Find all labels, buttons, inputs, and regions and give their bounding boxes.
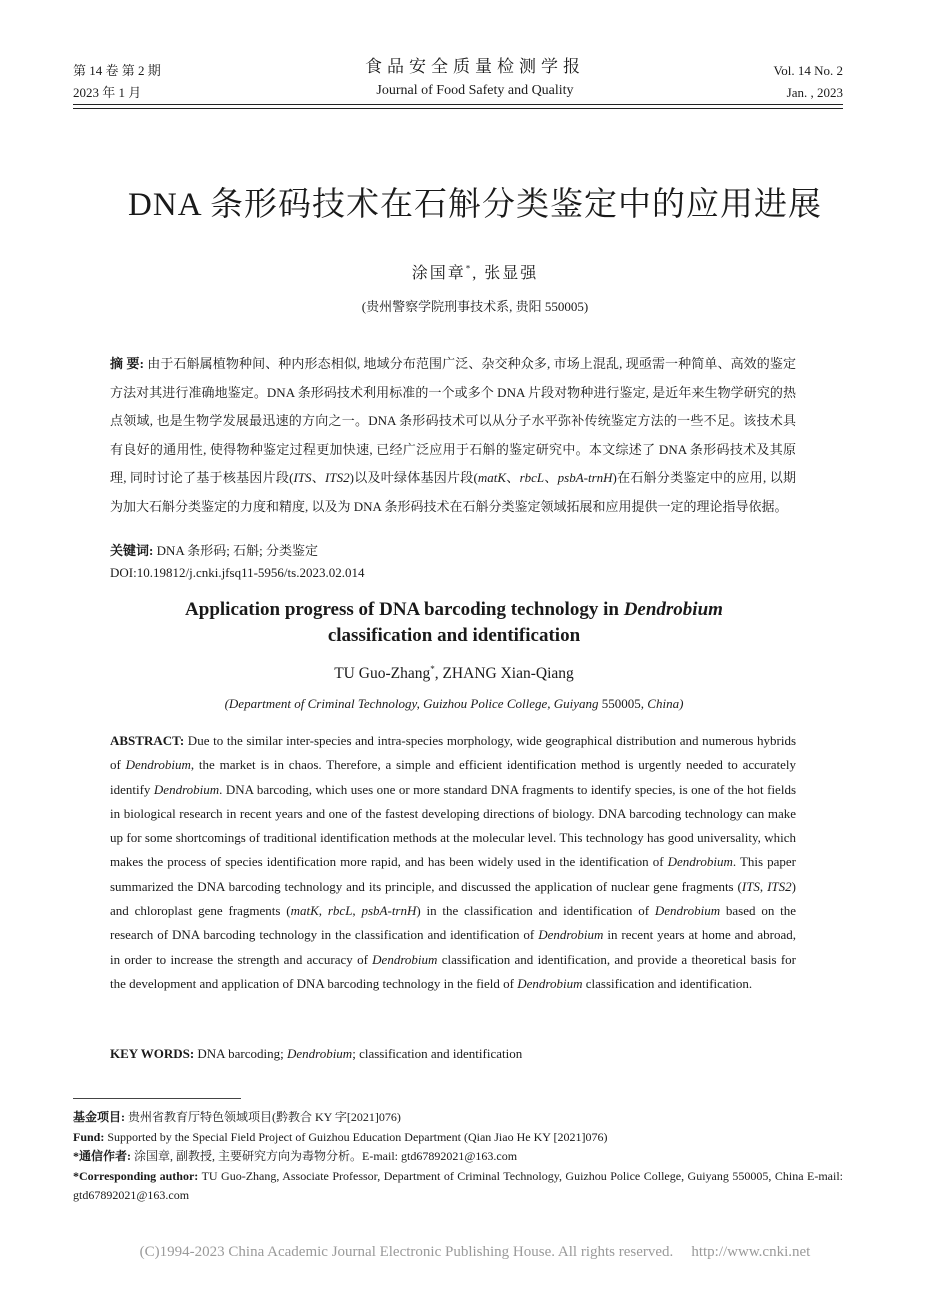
affiliation-cn: (贵州警察学院刑事技术系, 贵阳 550005) xyxy=(361,299,589,314)
doi[interactable]: DOI:10.19812/j.cnki.jfsq11-5956/ts.2023.02.014 xyxy=(110,565,365,580)
header-rule-thick xyxy=(73,104,843,105)
footnote-corr-en-text: TU Guo-Zhang, Associate Professor, Department of Criminal Technology, Guizhou Police College, Guiyang 550005, China E-mail: gtd67892021@163.com xyxy=(73,1168,844,1202)
abstract-en-text: based on the research of DNA barcoding technology in the classification and identification of xyxy=(110,903,797,943)
gene-matk: matK xyxy=(290,903,319,919)
header-volume-en-text: Vol. 14 No. 2 xyxy=(773,63,843,78)
keywords-cn xyxy=(110,541,796,561)
separator: , xyxy=(318,903,328,919)
separator: , xyxy=(759,878,768,894)
footnote-fund-en-label: Fund: xyxy=(73,1129,105,1144)
keywords-en-text: ; classification and identification xyxy=(352,1046,523,1061)
footnote-fund-cn-label: 基金项目: xyxy=(73,1110,125,1124)
genus-dendrobium: Dendrobium xyxy=(517,975,583,991)
abstract-en-text: classification and identification. xyxy=(582,975,753,991)
footnote-fund-cn xyxy=(73,1108,843,1128)
header-rule-thin xyxy=(73,108,843,109)
footnotes xyxy=(73,1108,843,1206)
keywords-en-text: DNA barcoding; xyxy=(194,1046,287,1061)
separator: 、 xyxy=(311,470,326,486)
abstract-en-label: ABSTRACT: xyxy=(110,733,185,748)
genus-dendrobium: Dendrobium xyxy=(125,757,191,773)
footnote-corr-en-label: *Corresponding author: xyxy=(73,1168,199,1183)
abstract-en-text: in recent years at home and abroad, in order to increase the strength and accuracy of xyxy=(110,927,796,967)
keywords-cn-text: DNA 条形码; 石斛; 分类鉴定 xyxy=(153,543,319,558)
journal-name-cn: 食品安全质量检测学报 xyxy=(365,57,585,76)
authors-cn xyxy=(0,262,950,286)
gene-rbcl: rbcL xyxy=(327,903,353,919)
footnote-rule xyxy=(73,1098,241,1099)
abstract-cn-text: 由于石斛属植物种间、种内形态相似, 地域分布范围广泛、杂交种众多, 市场上混乱, 现亟需一种简单、高效的鉴定方法对其进行准确地鉴定。DNA 条形码技术利用标准的一个或多个 DNA 片段对物种进行鉴定, 是近年来生物学研究的热点领域, 也是生物学发展最迅速的方向之一。DNA 条形码技术可以从分子水平弥补传统鉴定方法的一些不足。该技术具有良好的通用性, 使得物种鉴定过程更加快速, 已经广泛应用于石斛的鉴定研究中。本文综述了 DNA 条形码技术及其原理, 同时讨论了基于核基因片段( xyxy=(110,356,796,486)
gene-psba: psbA-trnH xyxy=(361,903,417,919)
footnote-fund-en xyxy=(73,1128,843,1148)
journal-name-en: Journal of Food Safety and Quality xyxy=(376,83,574,98)
abstract-cn-label: 摘 要: xyxy=(110,356,144,371)
authors-en xyxy=(0,663,908,685)
gene-matk: matK xyxy=(477,470,507,486)
genus-dendrobium: Dendrobium xyxy=(372,951,438,967)
abstract-en xyxy=(110,729,796,996)
abstract-cn xyxy=(110,350,796,522)
keywords-en-label: KEY WORDS: xyxy=(110,1046,195,1061)
header-date-cn: 2023 年 1 月 xyxy=(73,85,142,100)
genus-dendrobium: Dendrobium xyxy=(286,1046,353,1061)
affiliation-en-country: , China) xyxy=(640,696,684,711)
title-en-genus: Dendrobium xyxy=(623,599,723,620)
abstract-en-text: , the market is in chaos. Therefore, a simple and efficient identification method is urgently needed to accurately identify xyxy=(110,757,796,797)
gene-rbcl: rbcL xyxy=(519,470,545,486)
header-date-en: Jan. , 2023 xyxy=(786,85,843,100)
author-tu-en: TU Guo-Zhang xyxy=(334,665,431,682)
abstract-cn-text: )以及叶绿体基因片段( xyxy=(349,470,478,486)
header-volume-en xyxy=(774,60,843,104)
keywords-en xyxy=(110,1044,796,1064)
affiliation-en xyxy=(0,694,908,714)
paper-title-cn: DNA 条形码技术在石斛分类鉴定中的应用进展 xyxy=(128,187,822,223)
gene-its2: ITS2 xyxy=(767,878,792,894)
corresponding-mark-en: * xyxy=(430,663,435,674)
genus-dendrobium: Dendrobium xyxy=(153,781,220,797)
abstract-en-text: Due to the similar inter-species and intra-species morphology, wide geographical distribution and numerous hybrids of xyxy=(110,733,796,773)
footnote-fund-cn-text: 贵州省教育厅特色领域项目(黔教合 KY 字[2021]076) xyxy=(125,1110,401,1124)
copyright-text: (C)1994-2023 China Academic Journal Electronic Publishing House. All rights reserved. xyxy=(139,1244,674,1260)
author-zhang-en: , ZHANG Xian-Qiang xyxy=(434,665,574,682)
separator: 、 xyxy=(506,470,520,486)
title-en-part2: classification and identification xyxy=(327,625,581,646)
author-zhang-cn: , 张显强 xyxy=(472,265,539,282)
keywords-cn-label: 关键词: xyxy=(110,543,154,558)
abstract-en-text: . This paper summarized the DNA barcoding technology and its principle, and discussed the application of nuclear gene fragments ( xyxy=(110,854,796,894)
paper-title-en xyxy=(0,597,908,649)
genus-dendrobium: Dendrobium xyxy=(654,903,721,919)
corresponding-mark-cn: * xyxy=(465,263,473,274)
footnote-corr-cn-text: 涂国章, 副教授, 主要研究方向为毒物分析。E-mail: gtd67892021@163.com xyxy=(131,1149,518,1163)
gene-psba: psbA-trnH xyxy=(557,470,613,486)
footnote-corr-en xyxy=(73,1167,843,1206)
abstract-en-text: . DNA barcoding, which uses one or more standard DNA fragments to identify species, is one of the hot fields in biological research in recent years and one of the fastest developing directions of biology. DNA barcoding technology can make up for some shortcomings of traditional identification methods at the molecular level. This technology has good universality, which makes the process of species identification more rapid, and has been widely used in the identification of xyxy=(110,781,796,870)
cnki-watermark xyxy=(0,1241,950,1263)
genus-dendrobium: Dendrobium xyxy=(667,854,733,870)
abstract-cn-text: )在石斛分类鉴定中的应用, 以期为加大石斛分类鉴定的力度和精度, 以及为 DNA 条形码技术在石斛分类鉴定领域拓展和应用提供一定的理论指导依据。 xyxy=(110,470,796,514)
abstract-en-text: ) in the classification and identification of xyxy=(416,903,655,919)
abstract-en-text: classification and identification, and provide a theoretical basis for the development and application of DNA barcoding technology in the field of xyxy=(110,951,796,991)
footnote-corr-cn-label: *通信作者: xyxy=(73,1149,131,1163)
affiliation-en-postcode: 550005 xyxy=(601,696,641,711)
separator: 、 xyxy=(544,470,558,486)
affiliation-en-text: (Department of Criminal Technology, Guizhou Police College, Guiyang xyxy=(224,696,602,711)
author-tu-cn: 涂国章 xyxy=(411,265,466,282)
footnote-corr-cn xyxy=(73,1147,843,1167)
gene-its: ITS xyxy=(741,878,760,894)
footnote-fund-en-text: Supported by the Special Field Project of Guizhou Education Department (Qian Jiao He KY [2021]076) xyxy=(104,1129,608,1144)
abstract-en-text: ) and chloroplast gene fragments ( xyxy=(110,878,796,919)
separator: , xyxy=(352,903,362,919)
cnki-url[interactable]: http://www.cnki.net xyxy=(691,1244,811,1260)
title-en-part1: Application progress of DNA barcoding technology in xyxy=(185,599,624,620)
gene-its2: ITS2 xyxy=(325,470,350,486)
header-volume-cn-text: 第 14 卷 第 2 期 xyxy=(73,63,161,78)
genus-dendrobium: Dendrobium xyxy=(538,927,604,943)
gene-its: ITS xyxy=(293,470,312,486)
